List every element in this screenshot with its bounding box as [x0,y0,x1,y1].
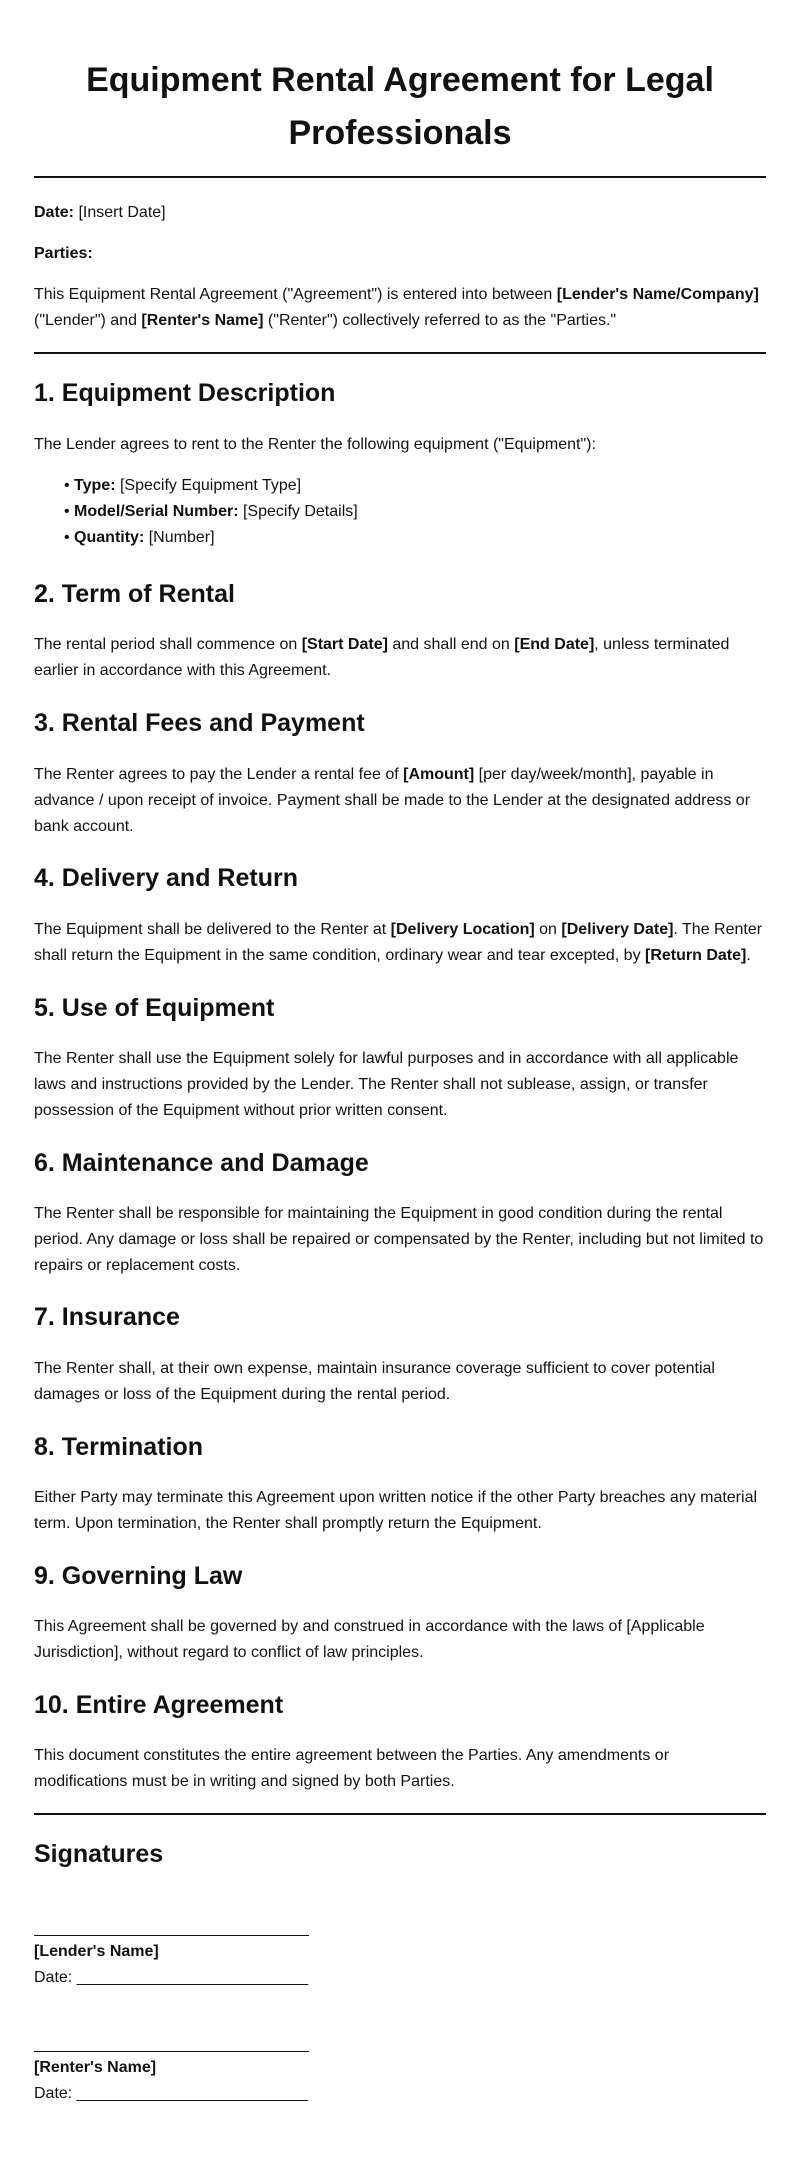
section-heading: 1. Equipment Description [34,379,336,407]
section-heading: 5. Use of Equipment [34,994,275,1022]
renter-name: [Renter's Name] [34,2059,157,2076]
section-body: The Renter shall be responsible for maintaining the Equipment in good condition during the rental period. Any damage or loss shall be repaired or compensated by the Renter, including but not limited to repairs or replacement costs. [34,1205,764,1274]
section-heading: 6. Maintenance and Damage [34,1149,369,1177]
lender-date: Date: __________________________ [34,1969,309,1986]
section-body: Either Party may terminate this Agreement upon written notice if the other Party breaches any material term. Upon termination, the Renter shall promptly return the Equipment. [34,1489,758,1532]
document-title: Equipment Rental Agreement for Legal Professionals [86,61,714,152]
lender-name: [Lender's Name] [34,1943,159,1960]
date-line [34,200,766,226]
renter-signature-line [34,2051,309,2052]
divider [34,352,766,354]
renter-date: Date: __________________________ [34,2085,309,2102]
section-heading: 7. Insurance [34,1303,180,1331]
section-heading: 8. Termination [34,1433,204,1461]
section-heading: 10. Entire Agreement [34,1691,284,1719]
section-body: The rental period shall commence on [Start Date] and shall end on [End Date], unless terminated earlier in accordance with this Agreement. [34,636,730,679]
section-heading: 9. Governing Law [34,1562,243,1590]
intro-paragraph: This Equipment Rental Agreement ("Agreement") is entered into between [Lender's Name/Company] ("Lender") and [Renter's Name] ("Renter") collectively referred to as the "Parties." [34,286,759,329]
section-body: This Agreement shall be governed by and construed in accordance with the laws of [Applicable Jurisdiction], without regard to conflict of law principles. [34,1618,705,1661]
divider [34,176,766,178]
section-body: The Renter shall, at their own expense, maintain insurance coverage sufficient to cover potential damages or loss of the Equipment during the rental period. [34,1360,715,1403]
lender-signature-line [34,1935,309,1936]
signatures-heading: Signatures [34,1840,164,1868]
section-body: The Renter agrees to pay the Lender a rental fee of [Amount] [per day/week/month], payable in advance / upon receipt of invoice. Payment shall be made to the Lender at the designated address or bank account. [34,766,751,835]
section-heading: 3. Rental Fees and Payment [34,709,365,737]
section-body: The Renter shall use the Equipment solely for lawful purposes and in accordance with all applicable laws and instructions provided by the Lender. The Renter shall not sublease, assign, or transfer possession of the Equipment without prior written consent. [34,1050,739,1119]
equipment-list [34,473,766,551]
date-label: Date: [34,204,75,221]
section-heading: 2. Term of Rental [34,580,235,608]
section-body: The Equipment shall be delivered to the Renter at [Delivery Location] on [Delivery Date]. The Renter shall return the Equipment in the same condition, ordinary wear and tear excepted, by [Return Date]. [34,921,763,964]
section-body: This document constitutes the entire agreement between the Parties. Any amendments or modifications must be in writing and signed by both Parties. [34,1747,670,1790]
divider [34,1813,766,1815]
list-item: • Quantity: [Number] [64,529,215,546]
list-item: • Model/Serial Number: [Specify Details] [64,503,358,520]
section-heading: 4. Delivery and Return [34,864,298,892]
section-body: The Lender agrees to rent to the Renter the following equipment ("Equipment"): [34,436,596,453]
list-item: • Type: [Specify Equipment Type] [64,477,302,494]
parties-label: Parties: [34,245,93,262]
date-value: [Insert Date] [74,204,166,221]
